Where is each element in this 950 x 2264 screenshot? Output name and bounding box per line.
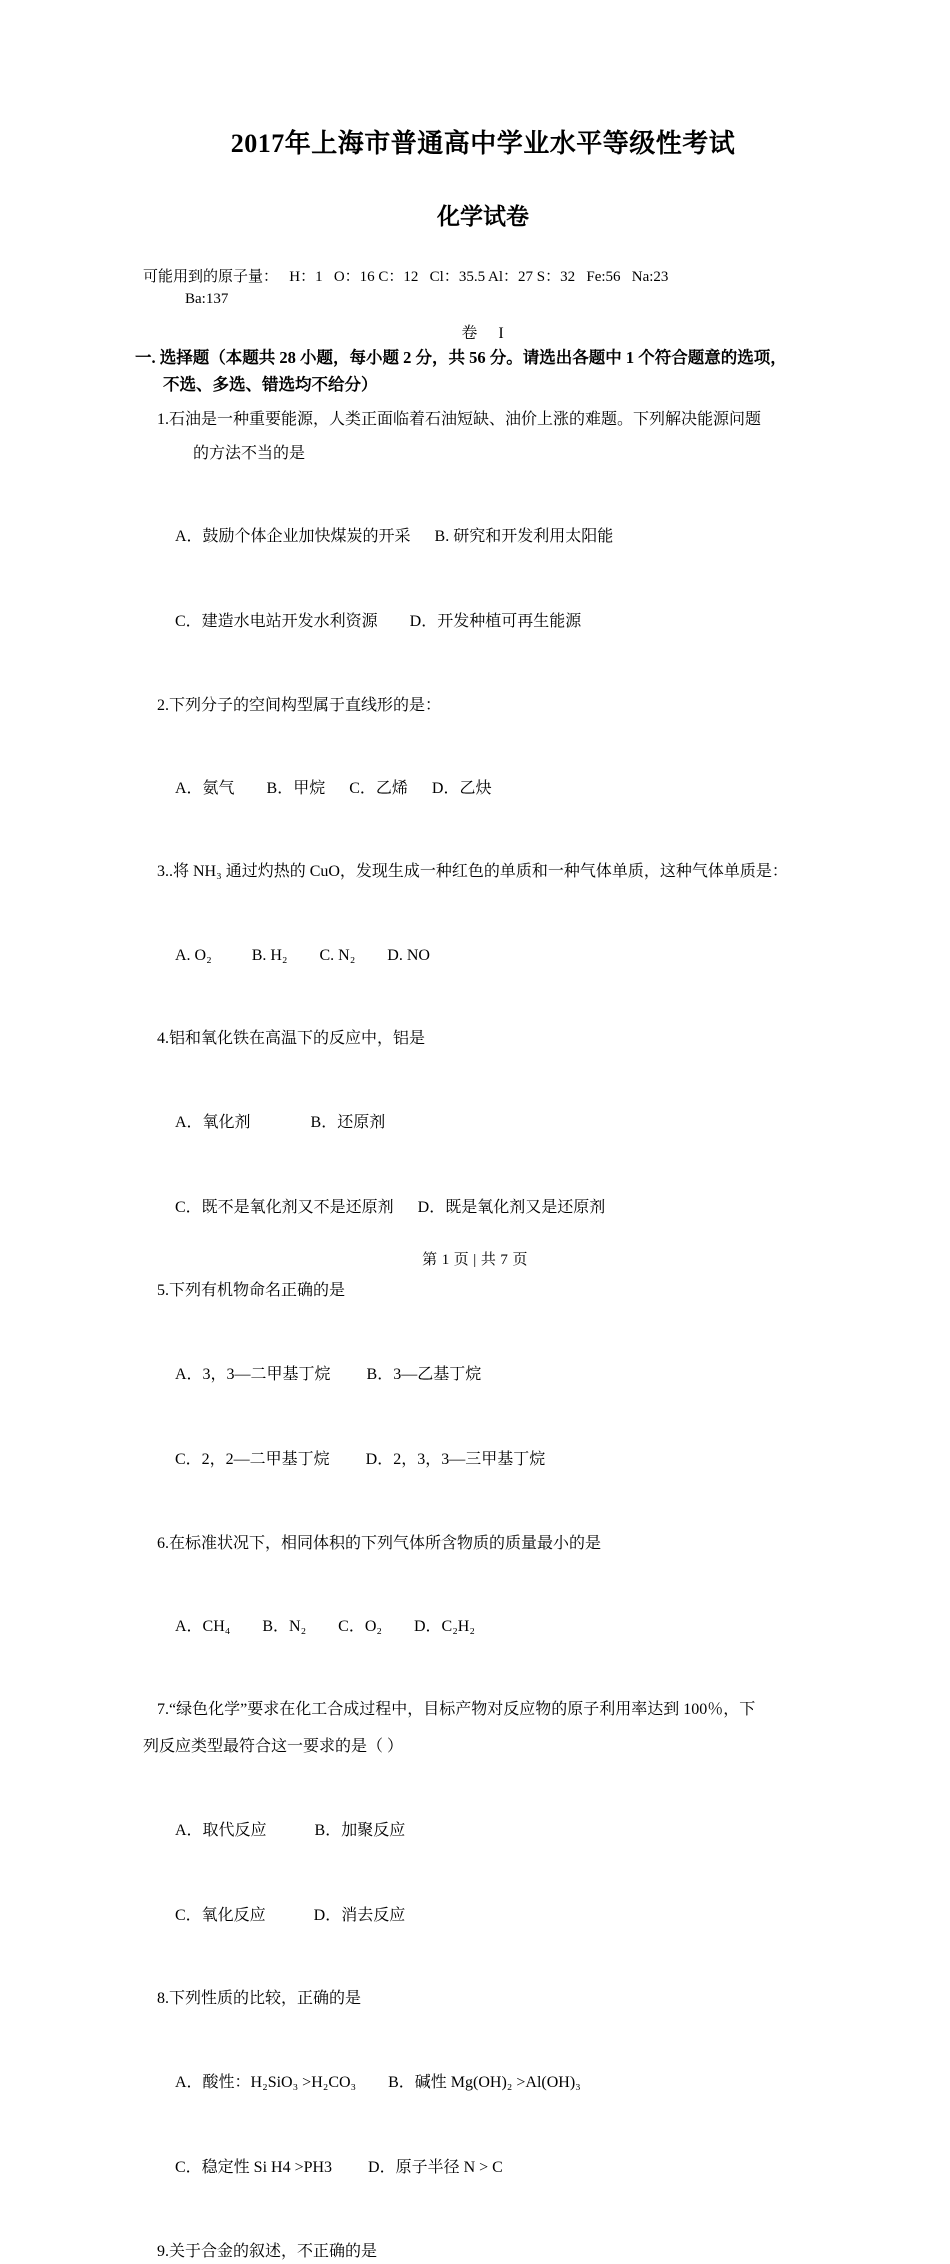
question-2-stem — [143, 694, 823, 719]
question-5-options — [143, 1313, 823, 1522]
section-heading-line-1: 一. 选择题（本题共 28 小题，每小题 2 分，共 56 分。请选出各题中 1 个符合题意的选项， — [135, 348, 787, 368]
page-title: 2017年上海市普通高中学业水平等级性考试 — [230, 129, 736, 158]
question-1-stem — [143, 408, 823, 467]
question-6-number: 6. — [157, 1534, 169, 1552]
question-4-options-row-1[interactable]: A．氧化剂 B．还原剂 — [175, 1113, 386, 1131]
question-8 — [143, 1987, 823, 2230]
question-6-options — [143, 1565, 823, 1689]
question-4-options — [143, 1061, 823, 1270]
question-7-options-row-1[interactable]: A．取代反应 B．加聚反应 — [175, 1821, 406, 1839]
question-3-options-row-1[interactable]: A. O₂ B. H₂ C. N₂ D. NO — [175, 946, 430, 964]
question-7-text-cont: 列反应类型最符合这一要求的是（ ） — [143, 1738, 404, 1756]
question-5-text: 下列有机物命名正确的是 — [169, 1282, 346, 1300]
question-3 — [143, 860, 823, 1018]
question-1 — [143, 408, 823, 685]
question-9-stem — [143, 2240, 823, 2264]
question-2-options-row-1[interactable]: A．氨气 B．甲烷 C．乙烯 D．乙炔 — [175, 780, 492, 798]
question-1-options-row-1[interactable]: A．鼓励个体企业加快煤炭的开采 B. 研究和开发利用太阳能 — [175, 527, 614, 545]
question-9-text: 关于合金的叙述，不正确的是 — [169, 2242, 378, 2260]
question-3-options — [143, 894, 823, 1018]
question-2 — [143, 694, 823, 852]
question-3-text: .将 NH₃ 通过灼热的 CuO，发现生成一种红色的单质和一种气体单质，这种气体单质是： — [169, 863, 788, 881]
question-8-options-row-1[interactable]: A．酸性：H₂SiO₃ >H₂CO₃ B．碱性 Mg(OH)₂ >Al(OH)₃ — [175, 2073, 581, 2091]
question-7-stem — [143, 1698, 823, 1760]
question-4-options-row-2[interactable]: C．既不是氧化剂又不是还原剂 D．既是氧化剂又是还原剂 — [175, 1199, 606, 1217]
question-8-number: 8. — [157, 1990, 169, 2008]
question-2-number: 2. — [157, 696, 169, 714]
question-8-options — [143, 2021, 823, 2230]
page-footer: 第 1 页 | 共 7 页 — [422, 1252, 528, 1268]
question-7-options-row-2[interactable]: C．氧化反应 D．消去反应 — [175, 1906, 406, 1924]
question-7-options — [143, 1769, 823, 1978]
question-4 — [143, 1027, 823, 1270]
question-3-number: 3. — [157, 863, 169, 881]
question-7-number: 7. — [157, 1701, 169, 1719]
question-7 — [143, 1698, 823, 1978]
question-2-text: 下列分子的空间构型属于直线形的是： — [169, 696, 442, 714]
question-5-options-row-2[interactable]: C．2，2—二甲基丁烷 D．2，3，3—三甲基丁烷 — [175, 1451, 546, 1469]
question-6-text: 在标准状况下，相同体积的下列气体所含物质的质量最小的是 — [169, 1534, 602, 1552]
question-5-stem — [143, 1279, 823, 1304]
question-1-number: 1. — [157, 410, 169, 428]
question-1-text-cont: 的方法不当的是 — [193, 444, 306, 462]
question-4-text: 铝和氧化铁在高温下的反应中，铝是 — [169, 1030, 426, 1048]
question-8-text: 下列性质的比较，正确的是 — [169, 1990, 362, 2008]
question-1-options-row-2[interactable]: C．建造水电站开发水利资源 D．开发种植可再生能源 — [175, 613, 582, 631]
question-3-stem — [143, 860, 823, 885]
paper-part-label: 卷 I — [461, 325, 505, 343]
question-4-stem — [143, 1027, 823, 1052]
page-content — [135, 0, 823, 2264]
question-8-stem — [143, 1987, 823, 2012]
section-heading — [135, 345, 823, 398]
question-6-stem — [143, 1532, 823, 1557]
question-2-options — [143, 727, 823, 851]
question-1-options — [143, 475, 823, 684]
question-9-number: 9. — [157, 2242, 169, 2260]
question-9 — [143, 2240, 823, 2264]
atomic-mass-line-1: 可能用到的原子量： H：1 O：16 C：12 Cl：35.5 Al：27 S：32 Fe:56 Na:23 — [143, 268, 669, 285]
question-1-text: 石油是一种重要能源，人类正面临着石油短缺、油价上涨的难题。下列解决能源问题 — [169, 410, 762, 428]
question-5-number: 5. — [157, 1282, 169, 1300]
question-5-options-row-1[interactable]: A．3，3—二甲基丁烷 B．3—乙基丁烷 — [175, 1365, 482, 1383]
question-4-number: 4. — [157, 1030, 169, 1048]
question-6 — [143, 1532, 823, 1690]
atomic-mass-line-2: Ba:137 — [185, 290, 229, 307]
question-5 — [143, 1279, 823, 1522]
section-heading-line-2: 不选、多选、错选均不给分） — [163, 375, 378, 394]
question-8-options-row-2[interactable]: C．稳定性 Si H4 >PH3 D．原子半径 N > C — [175, 2159, 503, 2177]
question-7-text: “绿色化学”要求在化工合成过程中，目标产物对反应物的原子利用率达到 100％，下 — [169, 1701, 756, 1719]
question-6-options-row-1[interactable]: A．CH₄ B．N₂ C．O₂ D．C₂H₂ — [175, 1617, 475, 1635]
page-subtitle: 化学试卷 — [437, 204, 529, 230]
